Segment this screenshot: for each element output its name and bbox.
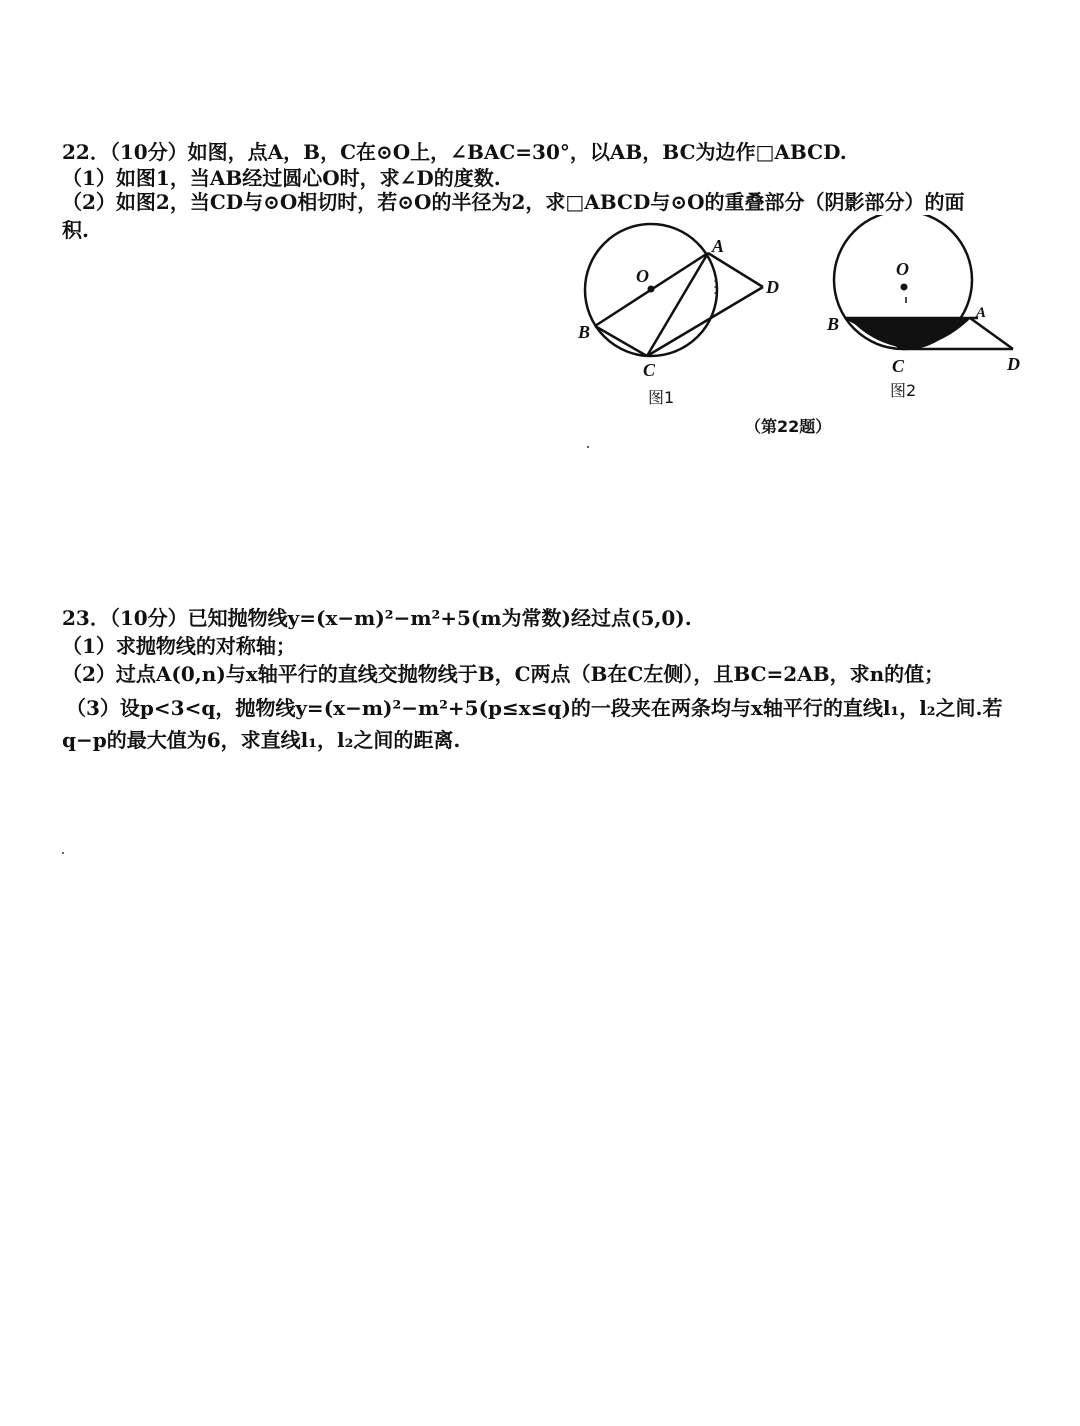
figure2-label-d: D: [1007, 354, 1020, 374]
q23-part3-line2: q−p的最大值为6，求直线l₁，l₂之间的距离.: [62, 728, 461, 752]
figure2-label-a: A: [976, 305, 987, 321]
figure2-shaded-region: [849, 318, 971, 348]
q22-figure-caption: （第22题）: [745, 417, 832, 436]
figure2-center-dot: [901, 284, 908, 291]
figure1-segment-bc: [595, 326, 647, 356]
q23-part3-line1: （3）设p<3<q，抛物线y=(x−m)²−m²+5(p≤x≤q)的一段夹在两条均与x轴平行的直线l₁，l₂之间.若: [66, 696, 1003, 720]
scan-speck: [62, 852, 64, 854]
figure1-diagram: [570, 220, 800, 385]
figure2-label-c: C: [892, 356, 905, 376]
figure2-diagram: [820, 215, 1035, 380]
figure1-label-b: B: [578, 322, 591, 342]
figure2-caption: 图2: [890, 381, 917, 400]
q22-part2-line2: 积.: [62, 218, 89, 242]
figure2-segment-ad: [970, 318, 1013, 349]
figure1-label-c: C: [643, 360, 656, 380]
q22-stem: 22．（10分）如图，点A，B，C在⊙O上，∠BAC=30°，以AB，BC为边作□ABCD.: [62, 140, 847, 164]
figure1-segment-ca: [647, 253, 708, 356]
q23-part1: （1）求抛物线的对称轴；: [62, 634, 296, 658]
scan-speck: [587, 446, 589, 448]
figure1-caption: 图1: [648, 388, 675, 407]
q22-part1: （1）如图1，当AB经过圆心O时，求∠D的度数.: [62, 166, 501, 190]
figure1-label-a: A: [712, 236, 725, 256]
figure2-label-b: B: [827, 314, 840, 334]
figure1-segment-cd: [647, 287, 763, 356]
figure1-label-o: O: [636, 266, 649, 286]
figure1-label-d: D: [766, 277, 779, 297]
q23-part2: （2）过点A(0,n)与x轴平行的直线交抛物线于B，C两点（B在C左侧），且BC=2AB，求n的值；: [62, 662, 945, 686]
figure2-label-o: O: [896, 259, 909, 279]
q22-part2-line1: （2）如图2，当CD与⊙O相切时，若⊙O的半径为2，求□ABCD与⊙O的重叠部分（阴影部分）的面: [62, 190, 965, 214]
q23-stem: 23．（10分）已知抛物线y=(x−m)²−m²+5(m为常数)经过点(5,0).: [62, 606, 692, 630]
figure1-center-dot: [648, 286, 655, 293]
